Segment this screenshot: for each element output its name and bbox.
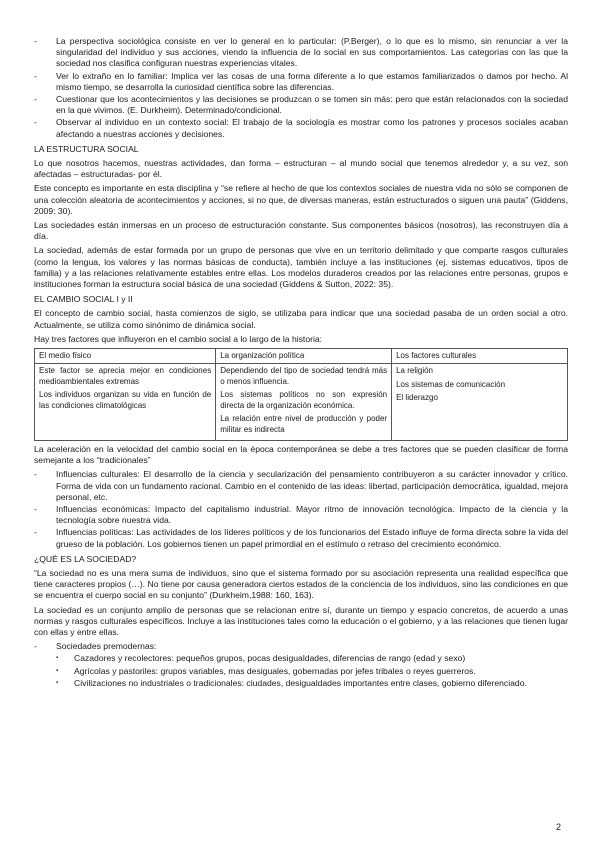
cell-text: Dependiendo del tipo de sociedad tendrá más o menos influencia.	[220, 366, 388, 386]
cell-text: Este factor se aprecia mejor en condiciones medioambientales extremas	[39, 366, 212, 386]
influences-bullet-list	[34, 469, 568, 549]
cell-text: Los sistemas políticos no son expresión directa de la organización económica.	[220, 390, 388, 410]
paragraph: La sociedad, además de estar formada por un grupo de personas que vive en un territorio delimitado y que comparte rasgos culturales (como la lengua, los valores y las normas básicas de conducta), también incluye a las instituciones (ej. sistemas educativos, tipos de familia) y a las relaciones relativamente estables entre ellas. Los modelos duraderos creados por las relaciones entre personas, grupos e instituciones forman la estructura social básica de una sociedad (Giddens & Sutton, 2022: 35).	[34, 245, 568, 290]
table-header: El medio físico	[35, 349, 216, 364]
paragraph: La aceleración en la velocidad del cambio social en la época contemporánea se debe a tres factores que se pueden clasificar de forma semejante a los “tradicionales”	[34, 443, 568, 466]
cell-text: La religión	[396, 366, 434, 376]
list-item: - Cuestionar que los acontecimientos y las decisiones se produzcan o se tomen sin más: pero que están relacionados con la sociedad en la que vivimos. (E. Durkheim). Determinado/condicional.	[34, 94, 568, 116]
cell-text: Los individuos organizan su vida en función de las condiciones climatológicas	[39, 390, 212, 410]
paragraph: El concepto de cambio social, hasta comienzos de siglo, se utilizaba para indicar que una sociedad pasaba de un orden social a otro. Actualmente, se utiliza como sinónimo de dinámica social.	[34, 308, 568, 330]
section-heading-cambio: EL CAMBIO SOCIAL I y II	[34, 294, 133, 305]
document-page	[34, 36, 568, 690]
list-item: - La perspectiva sociológica consiste en ver lo general en lo particular: (P.Berger), o lo que es lo mismo, sin renunciar a ver la singularidad del individuo y sus acciones, viendo la influencia de lo social en sus comportamientos. Las categorías con las que la sociedad nos clasifica configuran nuestras experiencias vitales.	[34, 36, 568, 70]
premodern-list	[34, 641, 568, 652]
premodern-label: Sociedades premodernas:	[56, 641, 157, 652]
list-item: ▪ Agrícolas y pastoriles: grupos variables, mas desiguales, gobernadas por jefes tribales o reyes guerreros.	[34, 666, 568, 677]
paragraph: La sociedad es un conjunto amplio de personas que se relacionan entre sí, durante un tiempo y espacio concretos, de acuerdo a unas normas y rasgos culturales específicos. Incluye a las instituciones tales como la educación o el gobierno, y a las relaciones que tienen lugar con ellas y entre ellas.	[34, 604, 568, 637]
intro-bullet-list	[34, 36, 568, 140]
table-cell	[392, 364, 568, 440]
list-item: - Influencias políticas: Las actividades de los líderes políticos y de los funcionarios del Estado influye de forma directa sobre la vida del grueso de la población. Los gobiernos tienen un papel primordial en el estímulo o retraso del crecimiento económico.	[34, 527, 568, 549]
cell-text: Los sistemas de comunicación	[396, 379, 506, 389]
factors-table	[34, 348, 568, 441]
list-item: - Influencias culturales: El desarrollo de la ciencia y secularización del pensamiento contribuyeron a su carácter innovador y crítico. Forma de vida con un fundamento racional. Cambio en el contenido de las ideas: libertad, participación democrática, igualdad, mejora personal, etc.	[34, 469, 568, 503]
list-item: - Observar al individuo en un contexto social: El trabajo de la sociología es mostrar como los patrones y procesos sociales acaban afectando a nuestras acciones y decisiones.	[34, 117, 568, 139]
paragraph: Las sociedades están inmersas en un proceso de estructuración constante. Sus componentes básicos (nosotros), las reconstruyen día a día.	[34, 220, 568, 242]
list-item: - Influencias económicas: Impacto del capitalismo industrial. Mayor ritmo de innovación tecnológica. Impacto de la ciencia y la tecnología sobre nuestra vida.	[34, 504, 568, 526]
cell-text: La relación entre nivel de producción y poder militar es indirecta	[220, 414, 388, 434]
paragraph: “La sociedad no es una mera suma de individuos, sino que el sistema formado por su asociación representa una realidad específica que tiene caracteres propios (…). No tiene por causa generadora ciertos estados de la conciencia de los individuos, sino las condiciones en que se encuentra el cuerpo social en su conjunto” (Durkheim,1988: 160, 163).	[34, 567, 568, 601]
list-item	[34, 641, 568, 652]
list-item: ▪ Cazadores y recolectores: pequeños grupos, pocas desigualdades, diferencias de rango (edad y sexo)	[34, 653, 568, 664]
premodern-sublist	[34, 653, 568, 689]
page-number: 2	[556, 822, 562, 832]
table-header: Los factores culturales	[392, 349, 568, 364]
cell-text: El liderazgo	[396, 393, 438, 403]
paragraph: Este concepto es importante en esta disciplina y “se refiere al hecho de que los contextos sociales de nuestra vida no sólo se componen de una colección aleatoria de acontecimientos y acciones, si no que, de diversas maneras, están estructurados o siguen una pauta” (Giddens, 2009: 30).	[34, 183, 568, 216]
list-item: - Ver lo extraño en lo familiar: Implica ver las cosas de una forma diferente a lo que estamos familiarizados o damos por hecho. Al mismo tiempo, se desarrolla la curiosidad científica sobre las diferencias.	[34, 71, 568, 93]
paragraph: Lo que nosotros hacemos, nuestras actividades, dan forma – estructuran – al mundo social que tenemos alrededor y, a su vez, son afectadas – estructuradas- por él.	[34, 158, 568, 180]
section-heading-estructura: LA ESTRUCTURA SOCIAL	[34, 143, 139, 154]
paragraph: Hay tres factores que influyeron en el cambio social a lo largo de la historia:	[34, 333, 323, 344]
table-cell	[35, 364, 216, 440]
table-cell	[216, 364, 392, 440]
table-row	[35, 364, 568, 440]
list-item: ▪ Civilizaciones no industriales o tradicionales: ciudades, desigualdades importantes entre clases, gobierno diferenciado.	[34, 678, 568, 689]
section-heading-sociedad: ¿QUÉ ES LA SOCIEDAD?	[34, 553, 137, 564]
table-header: La organización política	[216, 349, 392, 364]
table-header-row	[35, 349, 568, 364]
